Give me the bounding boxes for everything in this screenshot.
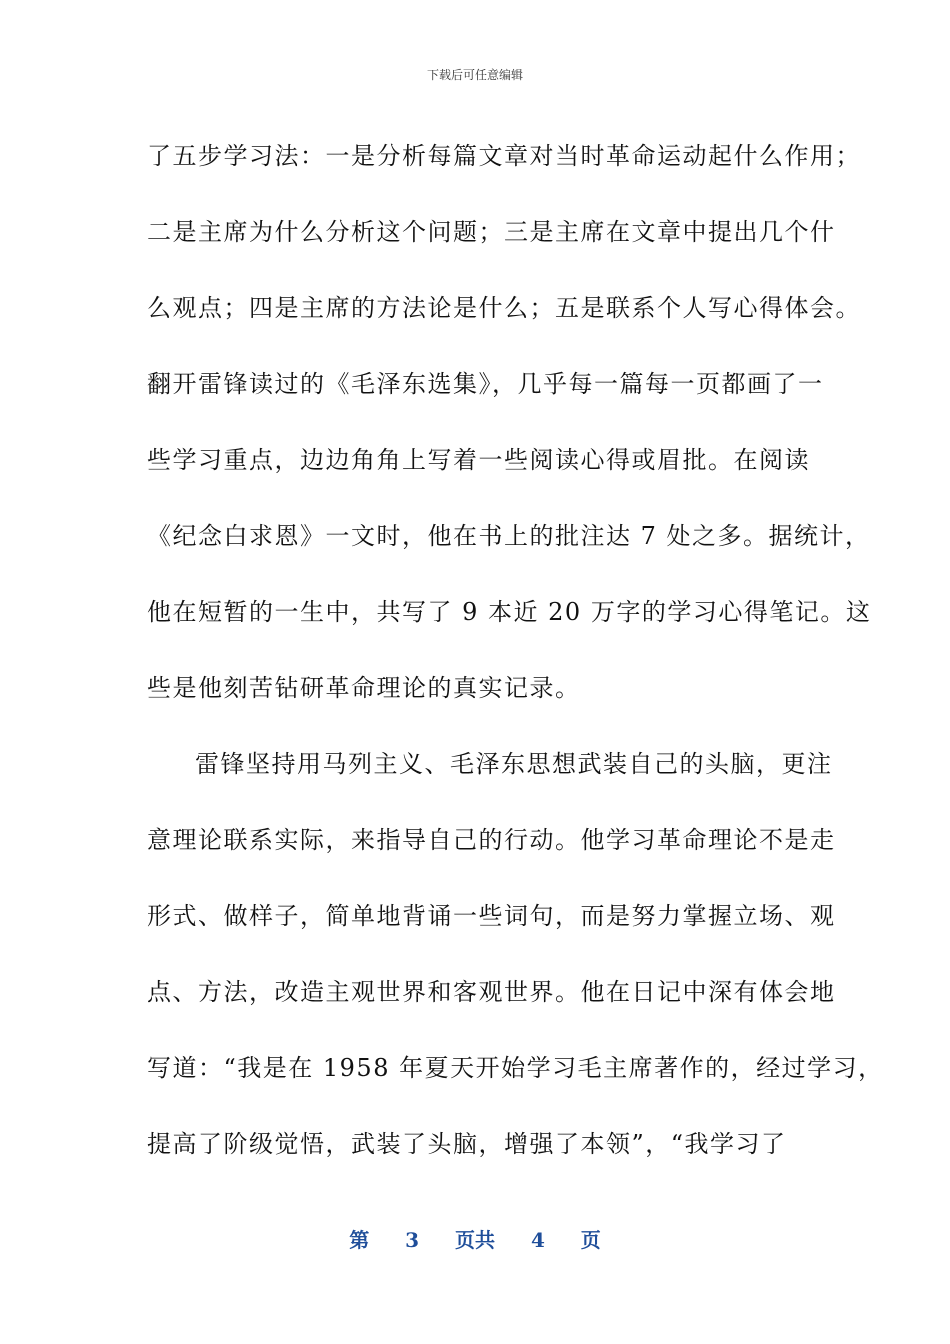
page-middle-text: 页共 xyxy=(455,1228,495,1252)
text-line: 意理论联系实际，来指导自己的行动。他学习革命理论不是走 xyxy=(147,826,836,854)
page-suffix: 页 xyxy=(580,1228,601,1252)
text-line: 么观点；四是主席的方法论是什么；五是联系个人写心得体会。 xyxy=(147,294,861,322)
page-prefix: 第 xyxy=(349,1228,370,1252)
text-line: 二是主席为什么分析这个问题；三是主席在文章中提出几个什 xyxy=(147,218,836,246)
text-line: 些学习重点，边边角角上写着一些阅读心得或眉批。在阅读 xyxy=(147,446,810,474)
document-body xyxy=(147,118,884,1182)
text-line: 形式、做样子，简单地背诵一些词句，而是努力掌握立场、观 xyxy=(147,902,836,930)
header-note: 下载后可任意编辑 xyxy=(426,68,523,82)
current-page-number: 3 xyxy=(405,1228,420,1252)
page-footer xyxy=(0,1224,950,1253)
text-line: 点、方法，改造主观世界和客观世界。他在日记中深有体会地 xyxy=(147,978,836,1006)
total-pages-number: 4 xyxy=(530,1228,545,1252)
text-line: 了五步学习法：一是分析每篇文章对当时革命运动起什么作用； xyxy=(147,142,861,170)
text-line: 《纪念白求恩》一文时，他在书上的批注达 7 处之多。据统计， xyxy=(147,522,871,550)
paragraph-start-line: 雷锋坚持用马列主义、毛泽东思想武装自己的头脑，更注 xyxy=(195,750,833,778)
text-line: 提高了阶级觉悟，武装了头脑，增强了本领”，“我学习了 xyxy=(147,1130,787,1158)
text-line: 写道：“我是在 1958 年夏天开始学习毛主席著作的，经过学习， xyxy=(147,1054,884,1082)
text-line: 些是他刻苦钻研革命理论的真实记录。 xyxy=(147,674,581,702)
text-line: 翻开雷锋读过的《毛泽东选集》，几乎每一篇每一页都画了一 xyxy=(147,370,824,398)
text-line: 他在短暂的一生中，共写了 9 本近 20 万字的学习心得笔记。这 xyxy=(147,598,872,626)
